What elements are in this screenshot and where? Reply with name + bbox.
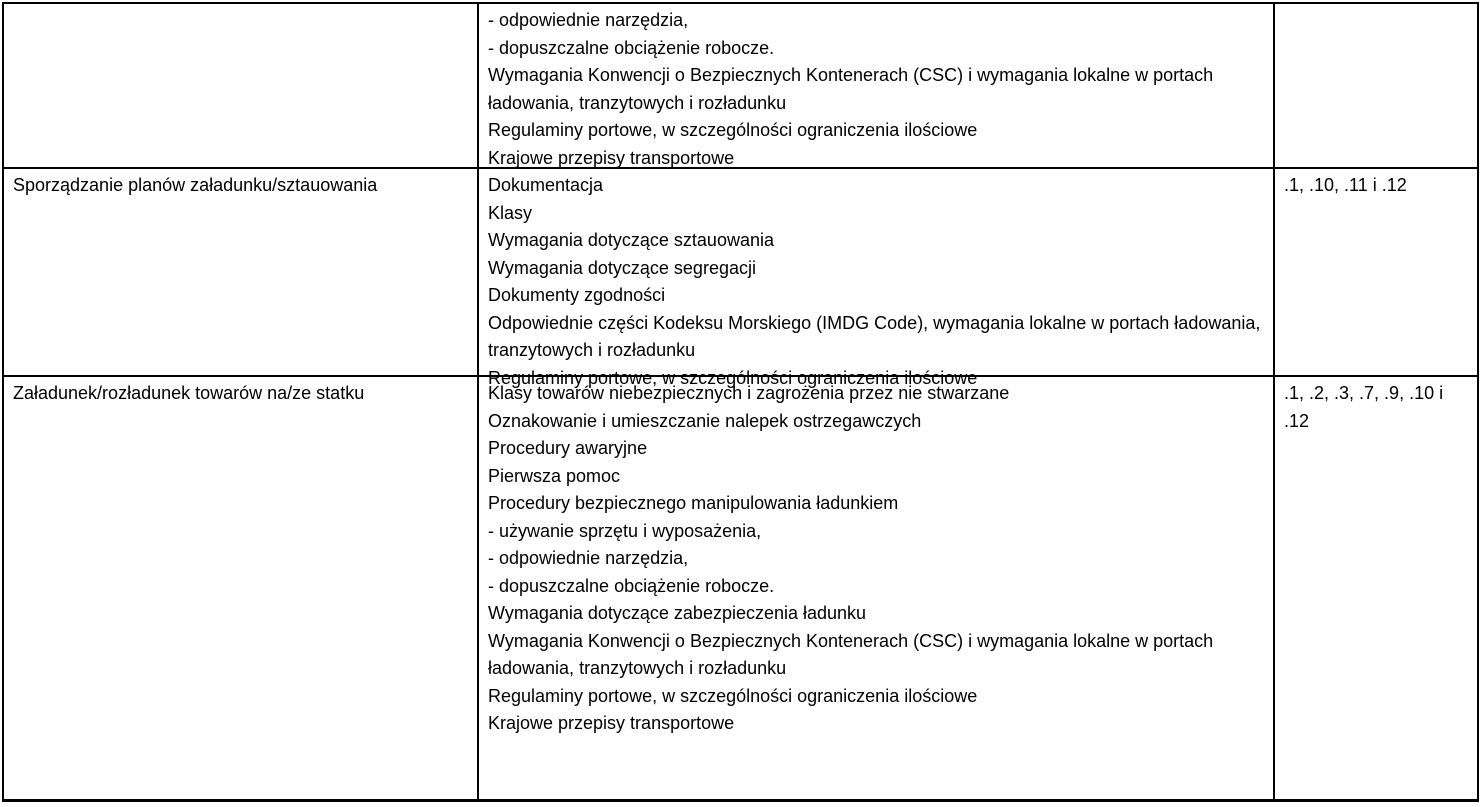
ref-cell xyxy=(1273,375,1477,799)
ref-cell xyxy=(1273,4,1477,167)
topic-line: Wymagania Konwencji o Bezpiecznych Kontenerach (CSC) i wymagania lokalne w portach ładowania, tranzytowych i rozładunku xyxy=(488,65,1214,113)
topic-line: Oznakowanie i umieszczanie nalepek ostrzegawczych xyxy=(488,410,922,431)
task-label: Sporządzanie planów załadunku/sztauowania xyxy=(13,175,378,195)
ref-cell xyxy=(1273,167,1477,375)
topic-line: - odpowiednie narzędzia, xyxy=(488,548,689,568)
course-competence-table xyxy=(2,2,1479,802)
topic-line: Odpowiednie części Kodeksu Morskiego (IMDG Code), wymagania lokalne w portach ładowania, tranzytowych i rozładunku xyxy=(488,312,1261,360)
topic-line: Klasy xyxy=(488,202,533,223)
topic-line: - dopuszczalne obciążenie robocze. xyxy=(488,37,775,58)
task-label: Załadunek/rozładunek towarów na/ze statku xyxy=(13,383,365,403)
task-cell xyxy=(4,375,477,799)
topic-line: Regulaminy portowe, w szczególności ograniczenia ilościowe xyxy=(488,120,978,140)
topic-line: - dopuszczalne obciążenie robocze. xyxy=(488,575,775,596)
topic-line: Wymagania dotyczące sztauowania xyxy=(488,230,774,250)
topic-line: Procedury bezpiecznego manipulowania ładunkiem xyxy=(488,493,899,513)
topic-line: Dokumenty zgodności xyxy=(488,285,666,305)
topics-cell xyxy=(477,167,1273,388)
topic-line: - odpowiednie narzędzia, xyxy=(488,10,689,30)
topic-line: Wymagania dotyczące zabezpieczenia ładunku xyxy=(488,603,867,623)
topic-line: Krajowe przepisy transportowe xyxy=(488,713,735,733)
topic-line: Dokumentacja xyxy=(488,175,604,195)
topic-line: Wymagania Konwencji o Bezpiecznych Kontenerach (CSC) i wymagania lokalne w portach ładowania, tranzytowych i rozładunku xyxy=(488,630,1214,678)
topics-cell xyxy=(477,4,1273,167)
topic-line: Krajowe przepisy transportowe xyxy=(488,147,735,168)
topic-line: Regulaminy portowe, w szczególności ograniczenia ilościowe xyxy=(488,685,978,706)
topic-line: Regulaminy portowe, w szczególności ograniczenia ilościowe xyxy=(488,367,978,388)
topic-line: Procedury awaryjne xyxy=(488,438,648,458)
ref-label: .1, .2, .3, .7, .9, .10 i .12 xyxy=(1284,383,1444,431)
ref-label: .1, .10, .11 i .12 xyxy=(1284,175,1407,195)
topics-cell xyxy=(477,375,1273,799)
topic-line: Pierwsza pomoc xyxy=(488,465,621,486)
task-cell xyxy=(4,167,477,375)
topic-line: Klasy towarów niebezpiecznych i zagrożenia przez nie stwarzane xyxy=(488,383,1010,403)
task-cell xyxy=(4,4,477,167)
topic-line: - używanie sprzętu i wyposażenia, xyxy=(488,520,762,541)
topic-line: Wymagania dotyczące segregacji xyxy=(488,257,756,278)
